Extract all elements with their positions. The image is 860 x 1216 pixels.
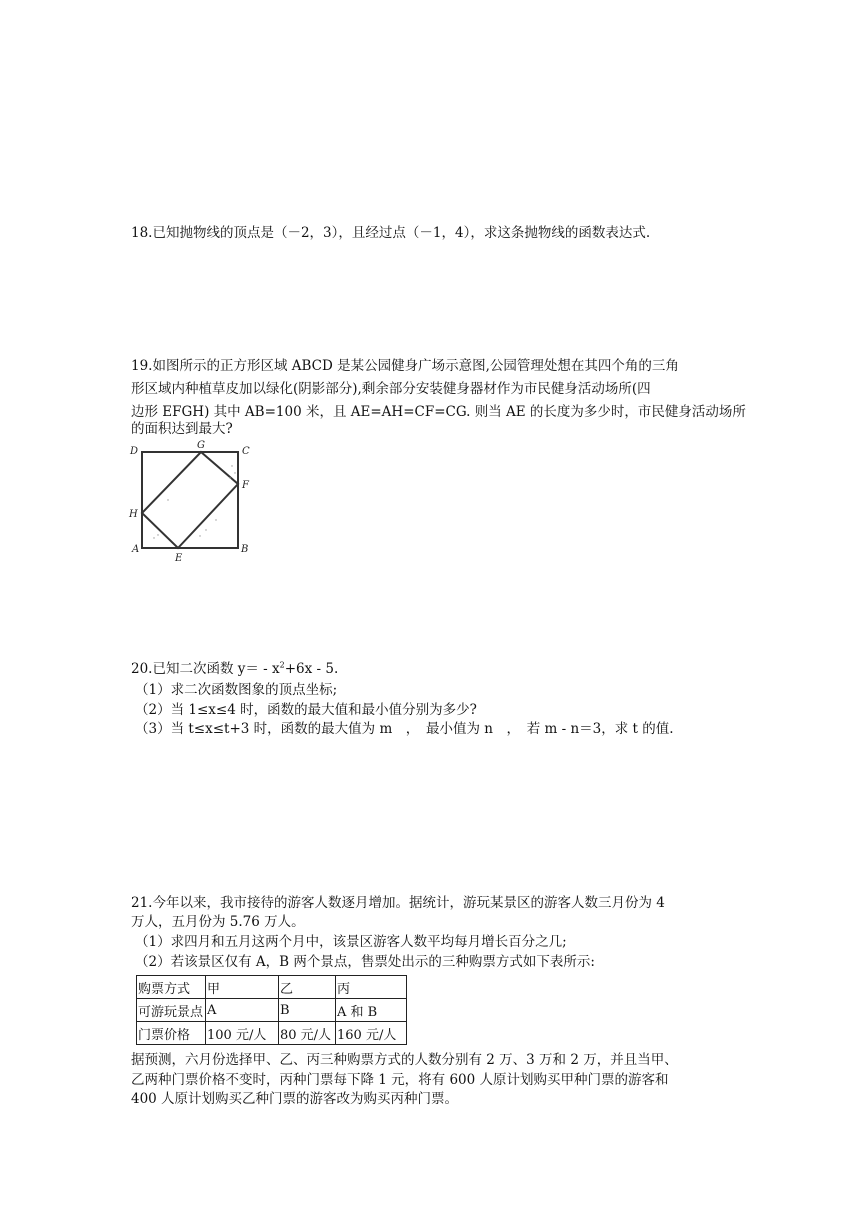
q20-stem (131, 660, 338, 678)
q18-text: 18.已知抛物线的顶点是（－2，3），且经过点（－1，4），求这条抛物线的函数表达式. (131, 225, 651, 241)
table-cell: A (206, 999, 279, 1022)
label-h: H (129, 509, 138, 520)
q20-part-3: （3）当 t≤x≤t+3 时，函数的最大值为 m ， 最小值为 n ， 若 m - n＝3，求 t 的值. (135, 721, 674, 737)
q20-part-2: （2）当 1≤x≤4 时，函数的最大值和最小值分别为多少? (135, 702, 477, 718)
quadrilateral-efgh (142, 452, 238, 548)
table-cell: 购票方式 (137, 976, 206, 999)
table-row (137, 999, 407, 1022)
q21-line-1: 21.今年以来，我市接待的游客人数逐月增加。据统计，游玩某景区的游客人数三月份为 4 (131, 895, 665, 911)
q19-line-4: 的面积达到最大? (131, 421, 233, 437)
table-cell: 丙 (336, 976, 407, 999)
label-c: C (242, 446, 250, 457)
q19-line-3: 边形 EFGH) 其中 AB=100 米，且 AE=AH=CF=CG. 则当 AE 的长度为多少时，市民健身活动场所 (131, 404, 746, 420)
q21-line-2: 万人，五月份为 5.76 万人。 (131, 914, 305, 930)
label-a: A (132, 544, 140, 555)
table-cell: A 和 B (336, 999, 407, 1022)
label-d: D (130, 446, 139, 457)
q20-stem-exponent: 2 (279, 660, 285, 670)
label-e: E (175, 553, 183, 564)
label-f: F (242, 480, 249, 491)
table-row (137, 976, 407, 999)
q20-part-1: （1）求二次函数图象的顶点坐标; (135, 682, 338, 698)
shading-dots (153, 465, 235, 538)
ticket-table (136, 975, 407, 1045)
q21-after-3: 400 人原计划购买乙种门票的游客改为购买丙种门票。 (131, 1091, 459, 1107)
table-cell: 可游玩景点 (137, 999, 206, 1022)
square-abcd-figure (128, 440, 258, 566)
table-cell: 乙 (279, 976, 336, 999)
table-cell: B (279, 999, 336, 1022)
label-g: G (197, 440, 205, 451)
table-row (137, 1022, 407, 1045)
q20-stem-b: +6x - 5. (284, 661, 339, 677)
q21-part-1: （1）求四月和五月这两个月中，该景区游客人数平均每月增长百分之几; (135, 934, 567, 950)
q20-stem-a: 20.已知二次函数 y＝ - x (131, 661, 280, 677)
q19-line-2: 形区域内种植草皮加以绿化(阴影部分),剩余部分安装健身器材作为市民健身活动场所(四 (131, 381, 651, 397)
q19-line-1: 19.如图所示的正方形区域 ABCD 是某公园健身广场示意图,公园管理处想在其四个角的三角 (131, 358, 679, 374)
table-cell: 80 元/人 (279, 1022, 336, 1045)
table-cell: 160 元/人 (336, 1022, 407, 1045)
table-cell: 甲 (206, 976, 279, 999)
table-cell: 100 元/人 (206, 1022, 279, 1045)
q21-part-2: （2）若该景区仅有 A，B 两个景点，售票处出示的三种购票方式如下表所示: (135, 954, 595, 970)
label-b: B (241, 544, 249, 555)
q21-after-1: 据预测，六月份选择甲、乙、丙三种购票方式的人数分别有 2 万、3 万和 2 万，并且当甲、 (131, 1052, 678, 1068)
table-cell: 门票价格 (137, 1022, 206, 1045)
q21-after-2: 乙两种门票价格不变时，丙种门票每下降 1 元，将有 600 人原计划购买甲种门票的游客和 (131, 1072, 669, 1088)
